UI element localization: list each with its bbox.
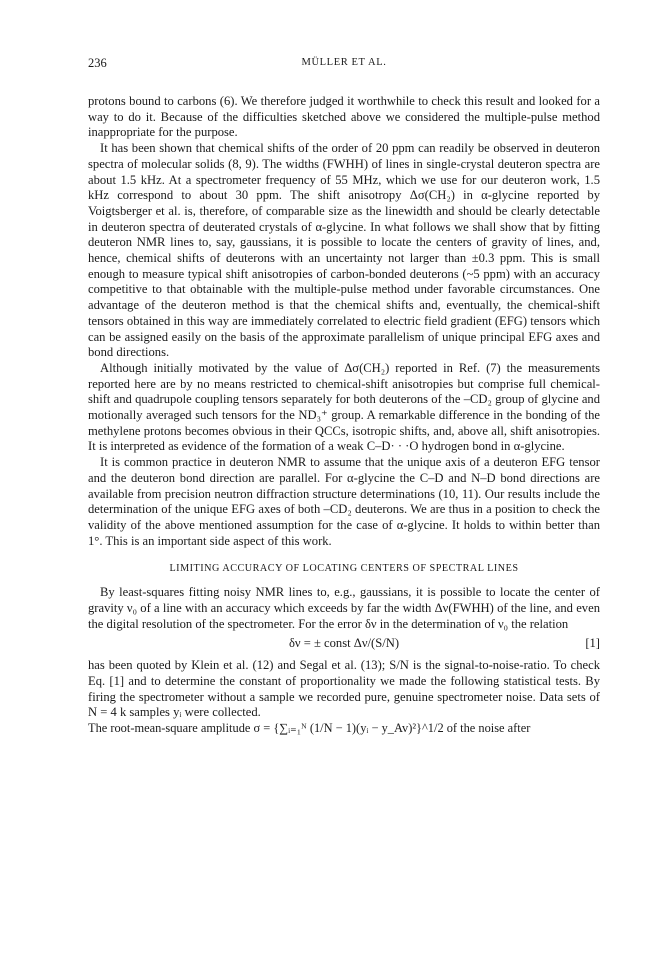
running-head	[88, 56, 600, 78]
paragraph-continuation: protons bound to carbons (6). We therefore judged it worthwhile to check this result and looked for a way to do it. Because of the difficulties sketched above we considered the multiple-pulse method inappropriate for the purpose.	[88, 94, 600, 140]
paragraph-least-squares: By least-squares fitting noisy NMR lines to, e.g., gaussians, it is possible to locate the center of gravity ν₀ of a line with an accuracy which exceeds by far the width Δν(FWHH) of the line, and even the digital resolution of the spectrometer. For the error δν in the determination of ν₀ the relation	[88, 585, 600, 631]
section-heading: LIMITING ACCURACY OF LOCATING CENTERS OF SPECTRAL LINES	[169, 563, 519, 575]
journal-page	[88, 56, 600, 737]
paragraph-rms-amplitude: The root-mean-square amplitude σ = {∑ᵢ₌₁ᴺ (1/N − 1)(yᵢ − y_Av)²}^1/2 of the noise after	[88, 721, 531, 736]
paragraph-motivation: Although initially motivated by the value of Δσ(CH₂) reported in Ref. (7) the measurements reported here are by no means restricted to chemical-shift anisotropies but comprise full chemical-shift and quadrupole coupling tensors separately for both deuterons of the –CD₂ group of glycine and motionally averaged such tensors for the ND₃⁺ group. A remarkable difference in the bonding of the methylene protons becomes obvious in their QCCs, isotropic shifts, and, above all, shift anisotropies. It is interpreted as evidence of the formation of a weak C–D· · ·O hydrogen bond in α-glycine.	[88, 360, 600, 454]
running-title: MÜLLER ET AL.	[301, 57, 387, 68]
equation: δν = ± const Δν/(S/N)	[288, 636, 400, 651]
equation-line	[88, 636, 600, 655]
article-body	[88, 94, 600, 737]
paragraph-efg-assumption: It is common practice in deuteron NMR to assume that the unique axis of a deuteron EFG tensor and the deuteron bond direction are parallel. For α-glycine the C–D and N–D bond directions are available from precision neutron diffraction structure determinations (10, 11). Our results include the determination of the unique EFG axes of both –CD₂ deuterons. We are thus in a position to check the validity of the above mentioned assumption for the case of α-glycine. It holds to within better than 1°. This is an important side aspect of this work.	[88, 455, 600, 548]
equation-number: [1]	[585, 636, 600, 651]
page-number: 236	[88, 56, 107, 70]
paragraph-chemical-shifts: It has been shown that chemical shifts of the order of 20 ppm can readily be observed in deuteron spectra of molecular solids (8, 9). The widths (FWHH) of lines in single-crystal deuteron spectra are about 1.5 kHz. At a spectrometer frequency of 55 MHz, which we use for our deuteron work, 1.5 kHz correspond to about 30 ppm. The shift anisotropy Δσ(CH₂) in α-glycine reported by Voigtsberger et al. is, therefore, of comparable size as the linewidth and should be clearly detectable in deuteron spectra of deuterated crystals of α-glycine. In what follows we shall show that by fitting deuteron NMR lines to, say, gaussians, it is possible to locate the centers of gravity of lines, and, hence, chemical shifts of deuterons with an uncertainty not larger than ±0.3 ppm. This is small enough to measure typical shift anisotropies of carbon-bonded deuterons (~5 ppm) with an accuracy competitive to that obtainable with the multiple-pulse method under favorable circumstances. One advantage of the deuteron method is that the chemical shifts and, eventually, the chemical-shift tensors obtained in this way are immediately correlated to electric field gradient (EFG) tensors which can be assigned easily on the basis of the approximate parallelism of unique principal EFG axes and bond directions.	[88, 141, 600, 360]
paragraph-statistical-tests: has been quoted by Klein et al. (12) and Segal et al. (13); S/N is the signal-to-noise-ratio. To check Eq. [1] and to determine the constant of proportionality we made the following statistical tests. By firing the spectrometer without a sample we recorded pure, genuine spectrometer noise. Data sets of N = 4 k samples yᵢ were collected.	[88, 658, 600, 720]
